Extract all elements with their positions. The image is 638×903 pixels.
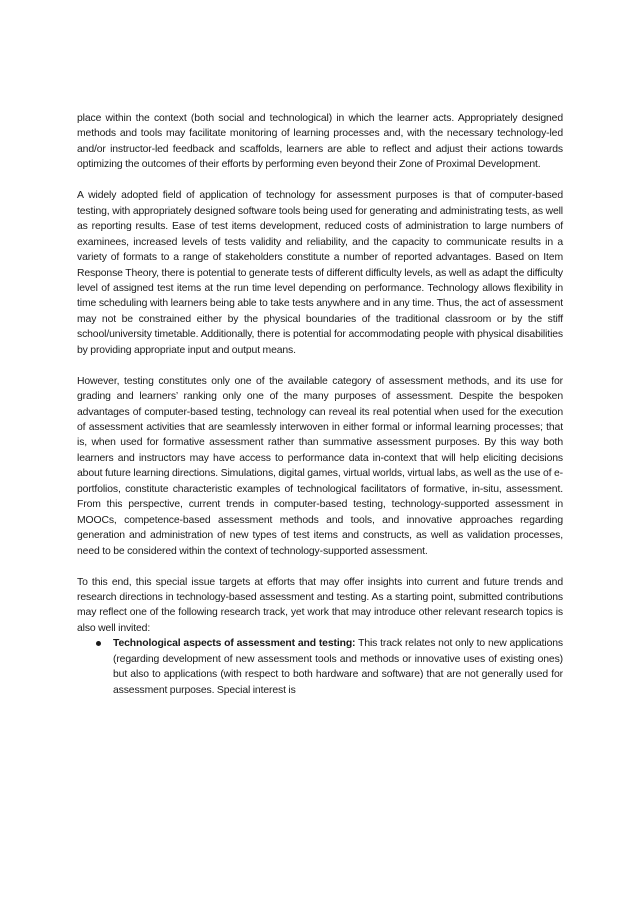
document-body [77,111,563,698]
paragraph-formative-assessment: However, testing constitutes only one of the available category of assessment methods, and its use for grading and learners’ ranking only one of the many purposes of assessment. Despite the bespoken advantages of computer-based testing, technology can reveal its real potential when used for the execution of assessment activities that are seamlessly interwoven in either formal or informal learning processes; that is, when used for formative assessment rather than summative assessment purposes. By this way both learners and instructors may have access to performance data in-context that will help eliciting decisions about future learning directions. Simulations, digital games, virtual worlds, virtual labs, as well as the use of e-portfolios, constitute characteristic examples of technological facilitators of formative, in-situ, assessment. From this perspective, current trends in computer-based testing, technology-supported assessment in MOOCs, competence-based assessment methods and tools, and innovative approaches regarding generation and administration of new types of test items and constructs, as well as validation processes, need to be considered within the context of technology-supported assessment. [77,375,563,557]
list-item [77,636,563,698]
paragraph-context: place within the context (both social and technological) in which the learner acts. Appropriately designed methods and tools may facilitate monitoring of learning processes and, with the necessary technology-led and/or instructor-led feedback and scaffolds, learners are able to reflect and adjust their actions towards optimizing the outcomes of their efforts by performing even beyond their Zone of Proximal Development. [77,113,563,171]
paragraph-special-issue: To this end, this special issue targets at efforts that may offer insights into current and future trends and research directions in technology-based assessment and testing. As a starting point, submitted contributions may reflect one of the following research track, yet work that may introduce other relevant research topics is also well invited: [77,576,563,634]
bullet-icon [96,641,101,646]
paragraph-computer-based-testing: A widely adopted field of application of technology for assessment purposes is that of computer-based testing, with appropriately designed software tools being used for generating and administrating tests, as well as reporting results. Ease of test items development, reduced costs of administration to large numbers of examinees, increased levels of tests validity and reliability, and the capacity to communicate results in a variety of formats to a range of stakeholders constitute a number of reported advantages. Based on Item Response Theory, there is potential to generate tests of different difficulty levels, as well as adapt the difficulty level of assigned test items at the run time level depending on performance. Technology allows flexibility in time scheduling with learners being able to take tests anywhere and in any time. Thus, the act of assessment may not be constrained either by the physical boundaries of the traditional classroom or by the stiff school/university timetable. Additionally, there is potential for accommodating people with physical disabilities by providing appropriate input and output means. [77,190,563,356]
bullet-text: This track relates not only to new applications (regarding development of new assessment tools and methods or innovative uses of existing ones) but also to applications (with respect to both hardware and software) that are not generally used for assessment purposes. Special interest is [113,638,563,696]
bullet-title: Technological aspects of assessment and testing: [113,638,356,650]
research-tracks-list [77,636,563,698]
